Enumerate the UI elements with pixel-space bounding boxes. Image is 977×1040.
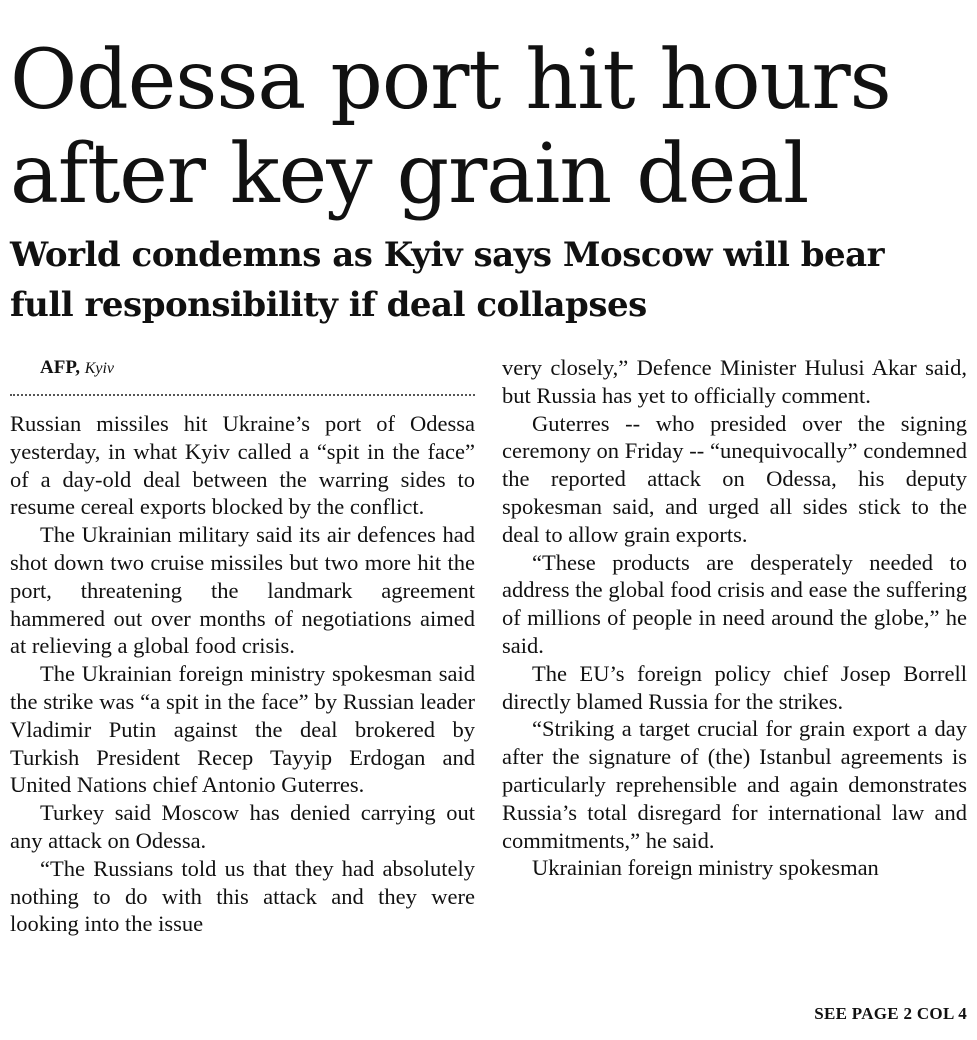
byline — [10, 354, 475, 382]
paragraph: Guterres -- who presided over the signing ceremony on Friday -- “unequivocally” condemned the reported attack on Odessa, his deputy spokesman said, and urged all sides stick to the deal to allow grain exports. — [502, 410, 967, 547]
paragraph: Russian missiles hit Ukraine’s port of Odessa yesterday, in what Kyiv called a “spit in the face” of a day-old deal between the warring sides to resume cereal exports blocked by the conflict. — [10, 411, 475, 520]
dotted-rule — [10, 394, 475, 396]
subhead-line-1: World condemns as Kyiv says Moscow will bear — [10, 235, 885, 275]
byline-agency: AFP, — [40, 357, 80, 378]
article-body — [10, 354, 967, 1014]
byline-place: Kyiv — [84, 360, 115, 377]
continued-on-page-link[interactable]: SEE PAGE 2 COL 4 — [814, 1004, 967, 1023]
paragraph: The EU’s foreign policy chief Josep Borrell directly blamed Russia for the strikes. — [502, 660, 967, 714]
paragraph: “Striking a target crucial for grain export a day after the signature of (the) Istanbul agreements is particularly reprehensible and again demonstrates Russia’s total disregard for international law and commitments,” he said. — [502, 716, 967, 853]
paragraph: very closely,” Defence Minister Hulusi Akar said, but Russia has yet to officially comment. — [502, 355, 967, 408]
paragraph: Ukrainian foreign ministry spokesman — [532, 855, 879, 881]
right-column — [502, 354, 967, 882]
headline-line-2: after key grain deal — [10, 127, 809, 222]
paragraph: “These products are desperately needed to address the global food crisis and ease the suffering of millions of people in need around the globe,” he said. — [502, 549, 967, 658]
left-column — [10, 354, 475, 938]
headline — [10, 0, 967, 222]
paragraph: The Ukrainian military said its air defences had shot down two cruise missiles but two more hit the port, threatening the landmark agreement hammered out over months of negotiations aimed at relieving a global food crisis. — [10, 522, 475, 659]
newspaper-article — [10, 0, 967, 1040]
paragraph: The Ukrainian foreign ministry spokesman said the strike was “a spit in the face” by Russian leader Vladimir Putin against the deal brokered by Turkish President Recep Tayyip Erdogan and United Nations chief Antonio Guterres. — [10, 661, 475, 798]
headline-line-1: Odessa port hit hours — [10, 33, 891, 128]
subheadline — [10, 230, 967, 330]
subhead-line-2: full responsibility if deal collapses — [10, 285, 647, 325]
paragraph: Turkey said Moscow has denied carrying out any attack on Odessa. — [10, 800, 475, 853]
paragraph: “The Russians told us that they had absolutely nothing to do with this attack and they were looking into the issue — [10, 855, 475, 937]
